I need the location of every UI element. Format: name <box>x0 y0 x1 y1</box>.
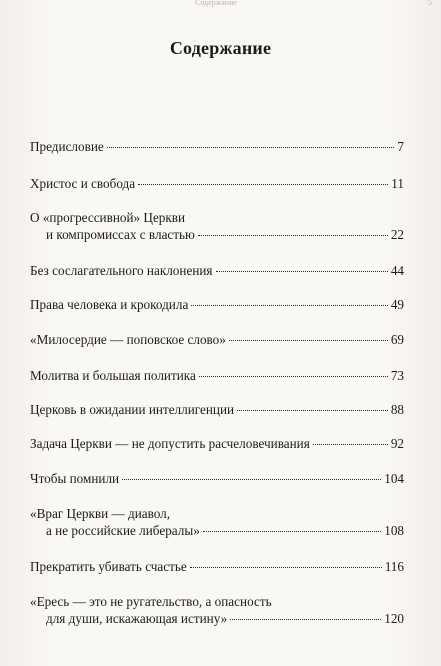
toc-entry-title: Без сослагательного наклонения <box>30 263 213 278</box>
toc-entry-title: Предисловие <box>30 139 104 154</box>
toc-entry <box>30 175 404 192</box>
toc-entry-title: «Милосердие — поповское слово» <box>30 332 226 347</box>
toc-entry-line <box>30 401 404 418</box>
toc-entry-title: Церковь в ожидании интеллигенции <box>30 402 235 417</box>
toc-entry <box>30 331 404 348</box>
toc-entry <box>30 262 404 279</box>
toc-entry-title: Прекратить убивать счастье <box>30 559 187 574</box>
toc-entry-title-continuation: и компромиссах с властью <box>46 227 195 242</box>
toc-entry-title-continuation: а не российские либералы» <box>46 523 200 538</box>
toc-entry-line <box>30 610 404 627</box>
toc-entry-title-continuation: для души, искажающая истину» <box>46 611 228 626</box>
toc-entry <box>30 138 404 155</box>
toc-entry-title: «Враг Церкви — диавол, <box>30 506 171 521</box>
toc-page-number: 44 <box>390 263 404 278</box>
dot-leader <box>199 376 388 377</box>
toc-entry-title: Молитва и большая политика <box>30 368 196 383</box>
toc-entry <box>30 367 404 384</box>
toc-page-number: 92 <box>390 436 404 451</box>
running-header-page-number: 5 <box>428 0 432 7</box>
dot-leader <box>122 479 381 480</box>
toc-page-number: 73 <box>390 368 404 383</box>
toc-entry-title: «Ересь — это не ругательство, а опасность <box>30 594 272 609</box>
toc-page-number: 11 <box>391 176 404 191</box>
toc-entry-line <box>30 262 404 279</box>
toc-page-number: 108 <box>384 523 404 538</box>
dot-leader <box>191 305 388 306</box>
toc-entry <box>30 470 404 487</box>
toc-entry-line <box>30 505 404 522</box>
toc-entry-line <box>30 435 404 452</box>
toc-entry-line <box>30 593 404 610</box>
toc-page-number: 120 <box>384 611 404 626</box>
toc-entry <box>30 296 404 313</box>
toc-entry-title: Права человека и крокодила <box>30 297 189 312</box>
toc-entry-line <box>30 138 404 155</box>
dot-leader <box>237 410 388 411</box>
toc-entry <box>30 558 404 575</box>
toc-entry-title: Чтобы помнили <box>30 471 120 486</box>
toc-entry <box>30 505 404 539</box>
toc-page-number: 49 <box>390 297 404 312</box>
dot-leader <box>230 619 381 620</box>
dot-leader <box>138 184 388 185</box>
toc-page-number: 69 <box>390 332 404 347</box>
toc-entry <box>30 401 404 418</box>
toc-page-number: 104 <box>384 471 404 486</box>
toc-entry-title: Задача Церкви — не допустить расчеловечивания <box>30 436 310 451</box>
toc-entry-line <box>30 367 404 384</box>
toc-page-number: 116 <box>384 559 404 574</box>
toc-entry-line <box>30 522 404 539</box>
toc-entry-line <box>30 226 404 243</box>
dot-leader <box>198 235 388 236</box>
toc-entry <box>30 209 404 243</box>
toc-entry-line <box>30 331 404 348</box>
dot-leader <box>107 147 395 148</box>
toc-entry-line <box>30 296 404 313</box>
toc-entry-line <box>30 470 404 487</box>
toc-page-number: 22 <box>390 227 404 242</box>
toc-entry-title: О «прогрессивной» Церкви <box>30 210 186 225</box>
dot-leader <box>216 271 388 272</box>
toc-entry-line <box>30 209 404 226</box>
dot-leader <box>313 444 388 445</box>
page-title: Содержание <box>169 38 272 58</box>
dot-leader <box>229 340 388 341</box>
dot-leader <box>190 567 382 568</box>
running-header-title: Содержание <box>195 0 237 7</box>
toc-entry-title: Христос и свобода <box>30 176 136 191</box>
toc-entry-line <box>30 175 404 192</box>
toc-entry-line <box>30 558 404 575</box>
toc-page-number: 88 <box>390 402 404 417</box>
toc-entry <box>30 435 404 452</box>
toc-page-number: 7 <box>397 139 404 154</box>
toc-entry <box>30 593 404 627</box>
dot-leader <box>203 531 381 532</box>
